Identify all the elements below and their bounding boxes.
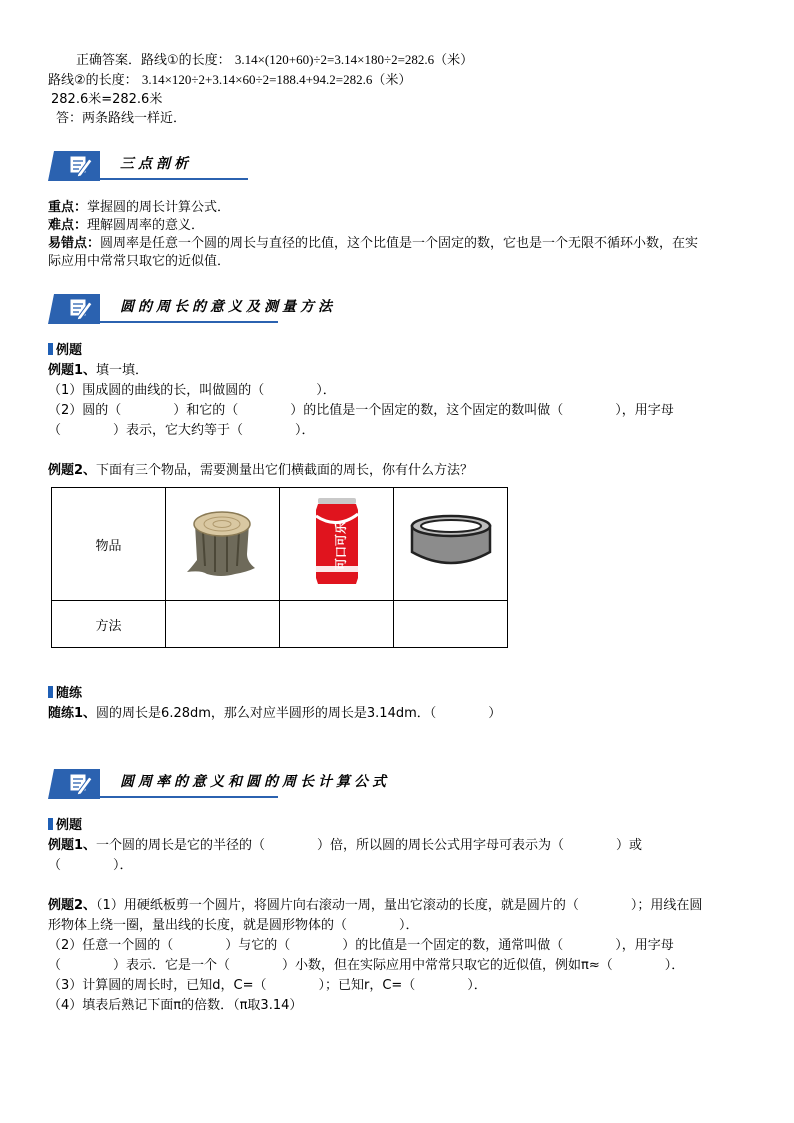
hard-text: 理解圆周率的意义．: [87, 218, 205, 233]
section-title: 三点剖析: [120, 156, 192, 172]
compare-line: 282.6米=282.6米: [51, 92, 163, 107]
route2-formula: 3.14×120÷2+3.14×60÷2=188.4+94.2=282.6（米）: [141, 72, 412, 87]
tape-roll-icon: [406, 512, 496, 572]
example-2: 例题2、（1）用硬纸板剪一个圆片，将圆片向右滚动一周，量出它滚动的长度，就是圆片的（ ）；用线在圆: [48, 898, 703, 913]
method-cell: [394, 601, 508, 648]
hard-label: 难点：: [48, 218, 88, 233]
error-point: [48, 236, 698, 252]
example-label: 例题2、: [48, 898, 97, 913]
example-2: 例题2、下面有三个物品，需要测量出它们横截面的周长，你有什么方法？: [48, 463, 474, 478]
pencil-icon: [48, 147, 100, 181]
hard-point: [48, 218, 204, 234]
answer-line: 答：两条路线一样近．: [56, 111, 187, 126]
section-title: 圆的周长的意义及测量方法: [120, 299, 336, 315]
example-2-q2-cont: （ ）表示．它是一个（ ）小数，但在实际应用中常常只取它的近似值，例如π≈（ ）．: [48, 958, 685, 973]
example-1-q2: （2）圆的（ ）和它的（ ）的比值是一个固定的数，这个固定的数叫做（ ），用字母: [48, 403, 674, 418]
tape-roll-image: [394, 488, 508, 601]
stump-image: [166, 488, 280, 601]
section-underline: [100, 796, 278, 798]
table-row-label: 方法: [52, 601, 166, 648]
example-label: 例题1、: [48, 363, 97, 378]
coke-can-image: [280, 488, 394, 601]
section-header-3: [48, 765, 428, 799]
error-label: 易错点：: [48, 236, 101, 251]
example-2-q3: （3）计算圆的周长时，已知d，C=（ ）；已知r，C=（ ）．: [48, 978, 487, 993]
practice-1: 随练1、圆的周长是6.28dm，那么对应半圆形的周长是3.14dm．（ ）: [48, 706, 502, 721]
example-2-q1-cont: 形物体上绕一圈，量出线的长度，就是圆形物体的（ ）．: [48, 918, 419, 933]
example-tag: 例题: [48, 343, 82, 359]
pencil-icon: [48, 290, 100, 324]
section-header-2: [48, 290, 348, 324]
route2-label: 路线: [48, 73, 75, 88]
key-point: [48, 200, 230, 216]
pencil-icon: [48, 765, 100, 799]
route1-mid: 的长度：: [178, 53, 231, 68]
table-row-label: 物品: [52, 488, 166, 601]
error-text: 圆周率是任意一个圆的周长与直径的比值，这个比值是一个固定的数，它也是一个无限不循环小数，在实: [100, 236, 699, 251]
example-1: 例题1、填一填．: [48, 363, 149, 378]
key-label: 重点：: [48, 200, 88, 215]
section-header-1: [48, 147, 248, 181]
method-cell: [166, 601, 280, 648]
practice-tag: 随练: [48, 686, 82, 702]
can-brand-text: 可口可乐: [333, 521, 348, 571]
example-2-q4: （4）填表后熟记下面π的倍数．（π取3.14）: [48, 998, 303, 1013]
route1-formula: 3.14×(120+60)÷2=3.14×180÷2=282.6（米）: [234, 52, 474, 67]
soda-can-icon: [312, 496, 362, 588]
example-2-q2: （2）任意一个圆的（ ）与它的（ ）的比值是一个固定的数，通常叫做（ ），用字母: [48, 938, 674, 953]
objects-table: [51, 487, 508, 648]
example-1-q1: （1）围成圆的曲线的长，叫做圆的（ ）．: [48, 383, 336, 398]
key-text: 掌握圆的周长计算公式．: [87, 200, 231, 215]
route1-line: [76, 52, 473, 69]
tree-stump-icon: [181, 502, 265, 582]
example-1-cont: （ ）．: [48, 858, 133, 873]
example-1-q2-cont: （ ）表示，它大约等于（ ）．: [48, 423, 315, 438]
route1-label: 正确答案．路线: [76, 53, 168, 68]
section-underline: [100, 178, 248, 180]
section-underline: [100, 321, 278, 323]
route2-line: [48, 72, 411, 89]
tag-bar: [48, 818, 53, 830]
route2-mid: 的长度：: [85, 73, 138, 88]
practice-label: 随练1、: [48, 706, 97, 721]
example-label: 例题1、: [48, 838, 97, 853]
tag-bar: [48, 343, 53, 355]
route2-marker: ②: [74, 73, 86, 88]
example-tag: 例题: [48, 818, 82, 834]
section-title: 圆周率的意义和圆的周长计算公式: [120, 774, 390, 790]
error-point-cont: 际应用中常常只取它的近似值．: [48, 254, 231, 269]
method-cell: [280, 601, 394, 648]
tag-bar: [48, 686, 53, 698]
example-1: 例题1、一个圆的周长是它的半径的（ ）倍，所以圆的周长公式用字母可表示为（ ）或: [48, 838, 643, 853]
example-label: 例题2、: [48, 463, 97, 478]
route1-marker: ①: [167, 53, 179, 68]
